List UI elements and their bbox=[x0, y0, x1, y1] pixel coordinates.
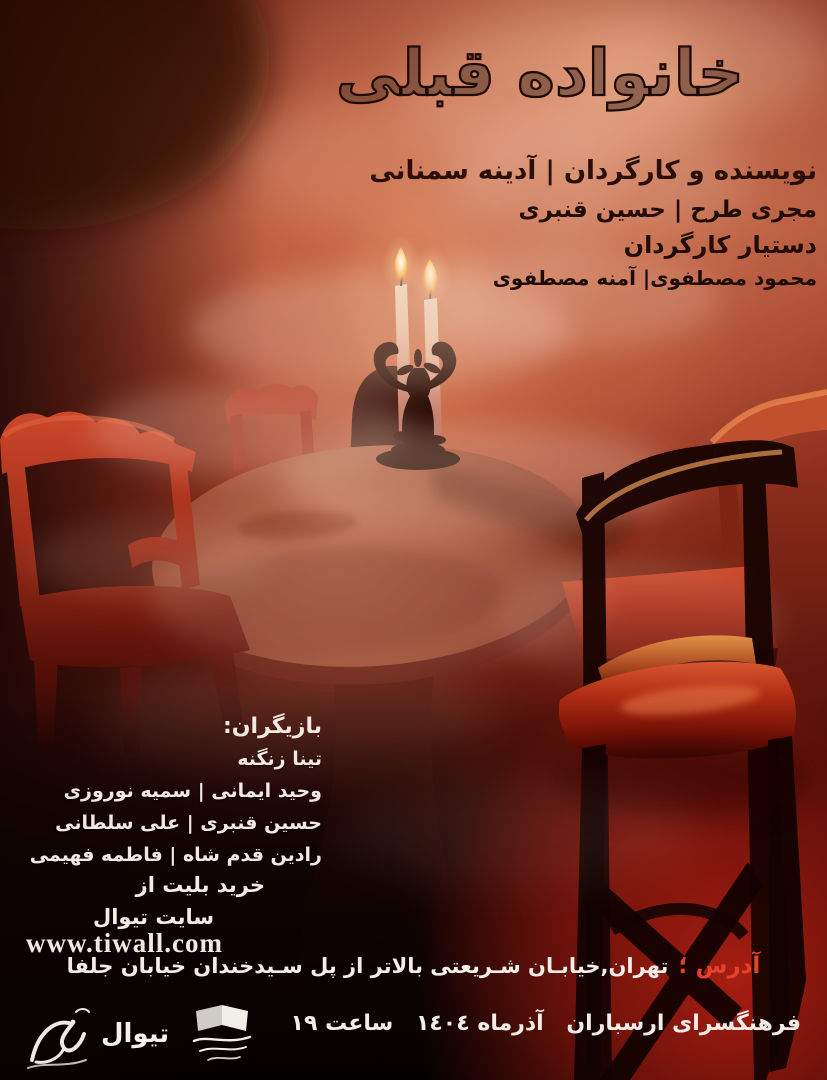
event-date: آذرماه ١٤٠٤ bbox=[415, 1011, 544, 1036]
tiwall-url: www.tiwall.com bbox=[26, 928, 223, 958]
address-line bbox=[8, 953, 819, 979]
tickets-line1: خرید بلیت از bbox=[135, 873, 265, 897]
tiwall-logo: تیوال bbox=[101, 1019, 170, 1049]
poster-title: خانواده قبلی bbox=[335, 37, 745, 111]
credit-assistant-director-label: دستیار کارگردان bbox=[623, 231, 817, 259]
cast-row: رادین قدم شاه | فاطمه فهیمی bbox=[29, 844, 322, 866]
cast-row: حسین قنبری | علی سلطانی bbox=[55, 812, 322, 834]
cast-list bbox=[30, 714, 322, 876]
credit-producer: مجری طرح | حسین قنبری bbox=[518, 197, 817, 223]
open-book-calligraphy-logo-icon bbox=[182, 997, 262, 1069]
bird-calligraphy-logo-icon bbox=[20, 998, 98, 1076]
credits-block bbox=[369, 156, 817, 290]
address-text: تهران,خیابـان شـریعتی بالاتر از پل سـیدخندان خیابان جلفا bbox=[66, 954, 669, 978]
credit-assistant-directors: محمود مصطفوی| آمنه مصطفوی bbox=[492, 266, 817, 290]
address-label: آدرس ؛ bbox=[678, 953, 761, 979]
cast-row: وحید ایمانی | سمیه نوروزی bbox=[63, 780, 322, 802]
credit-writer-director: نویسنده و کارگردان | آدینه سمنانی bbox=[369, 156, 817, 186]
event-time: ساعت ١٩ bbox=[290, 1011, 394, 1036]
showtime-line bbox=[291, 1011, 801, 1036]
venue-name: فرهنگسرای ارسباران bbox=[566, 1011, 801, 1036]
tickets-line2: سایت تیوال bbox=[92, 905, 214, 929]
cast-row: تینا زنگنه bbox=[237, 748, 322, 770]
cast-heading: بازیگران: bbox=[222, 714, 322, 739]
